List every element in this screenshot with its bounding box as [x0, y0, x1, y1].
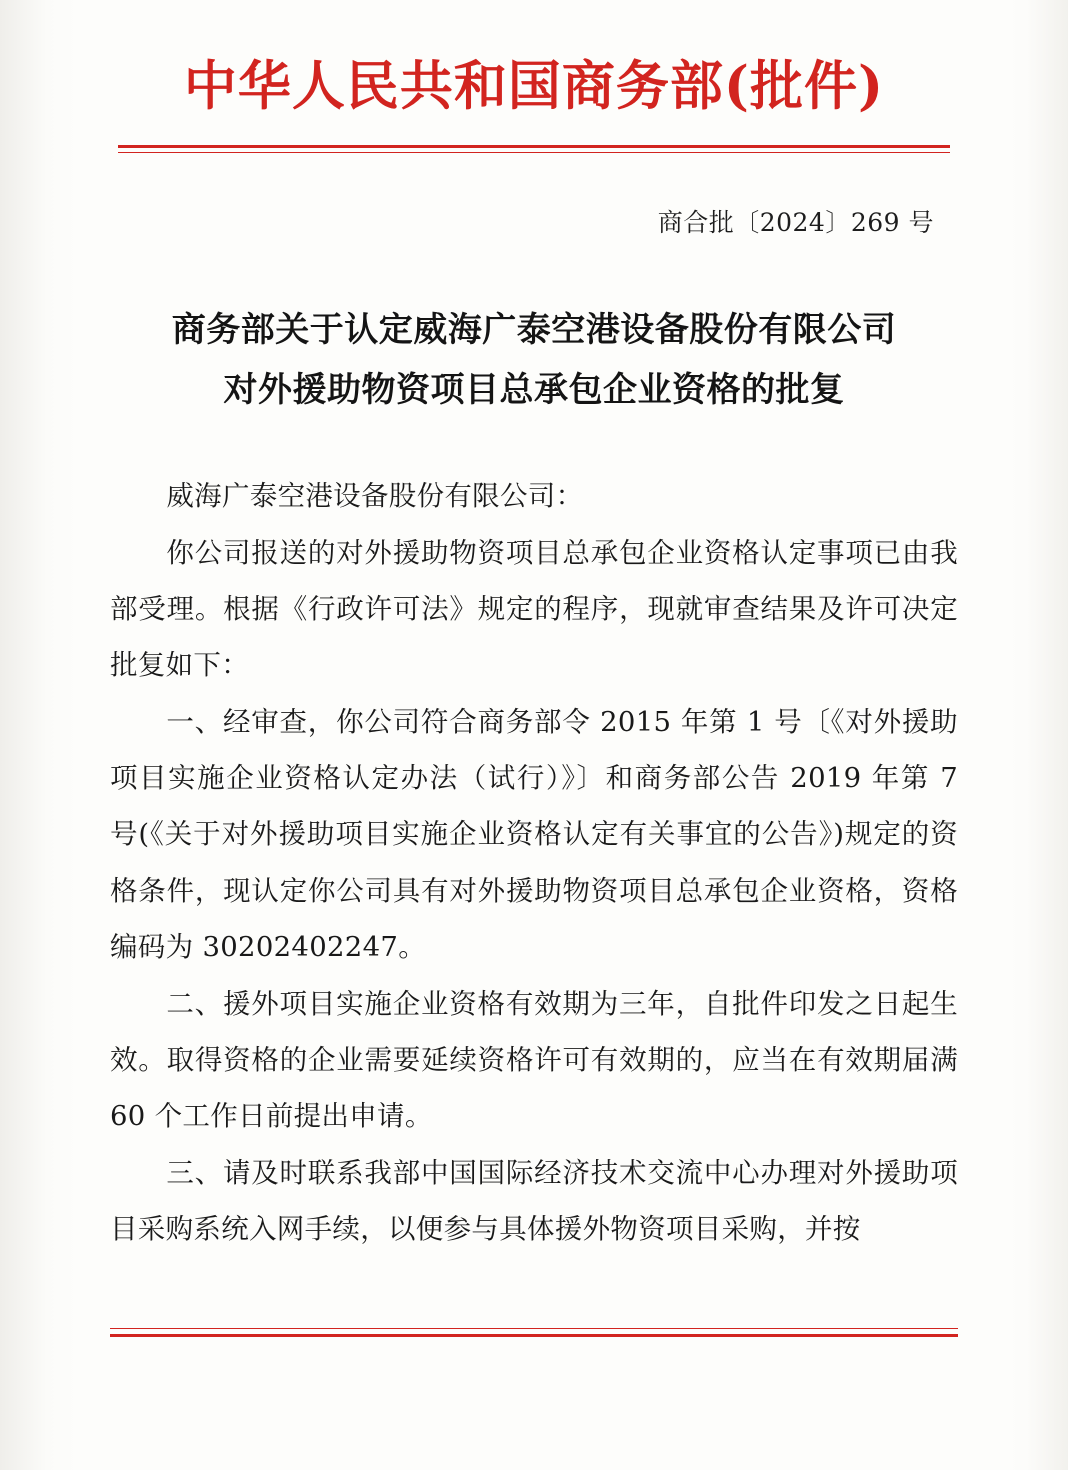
document-content — [110, 0, 958, 1470]
body-paragraph-4: 三、请及时联系我部中国国际经济技术交流中心办理对外援助项目采购系统入网手续，以便参与具体援外物资项目采购，并按 — [110, 1156, 958, 1246]
salutation: 威海广泰空港设备股份有限公司： — [166, 480, 584, 513]
masthead — [110, 0, 958, 155]
footer-divider-thin-line — [110, 1328, 958, 1329]
page-title-line-1: 商务部关于认定威海广泰空港设备股份有限公司 — [171, 310, 897, 351]
masthead-divider — [110, 145, 958, 155]
footer-divider — [110, 1328, 958, 1338]
page-title — [110, 301, 958, 420]
masthead-divider-thick-line — [118, 145, 950, 148]
page-title-line-2: 对外援助物资项目总承包企业资格的批复 — [223, 369, 845, 410]
document-body — [110, 468, 958, 1257]
body-paragraph-3: 二、援外项目实施企业资格有效期为三年，自批件印发之日起生效。取得资格的企业需要延续资格许可有效期的，应当在有效期届满 60 个工作日前提出申请。 — [110, 987, 958, 1133]
body-paragraph-2: 一、经审查，你公司符合商务部令 2015 年第 1 号〔《对外援助项目实施企业资格认定办法（试行）》〕和商务部公告 2019 年第 7 号(《关于对外援助项目实施企业资格认定有关事宜的公告》)规定的资格条件，现认定你公司具有对外援助物资项目总承包企业资格，资格编码为 30202402247。 — [110, 705, 958, 964]
footer-divider-thick-line — [110, 1334, 958, 1337]
masthead-divider-thin-line — [118, 152, 950, 153]
body-paragraph-1: 你公司报送的对外援助物资项目总承包企业资格认定事项已由我部受理。根据《行政许可法》规定的程序，现就审查结果及许可决定批复如下： — [110, 536, 958, 682]
document-number: 商合批〔2024〕269 号 — [657, 208, 934, 238]
masthead-title: 中华人民共和国商务部(批件) — [183, 55, 885, 117]
